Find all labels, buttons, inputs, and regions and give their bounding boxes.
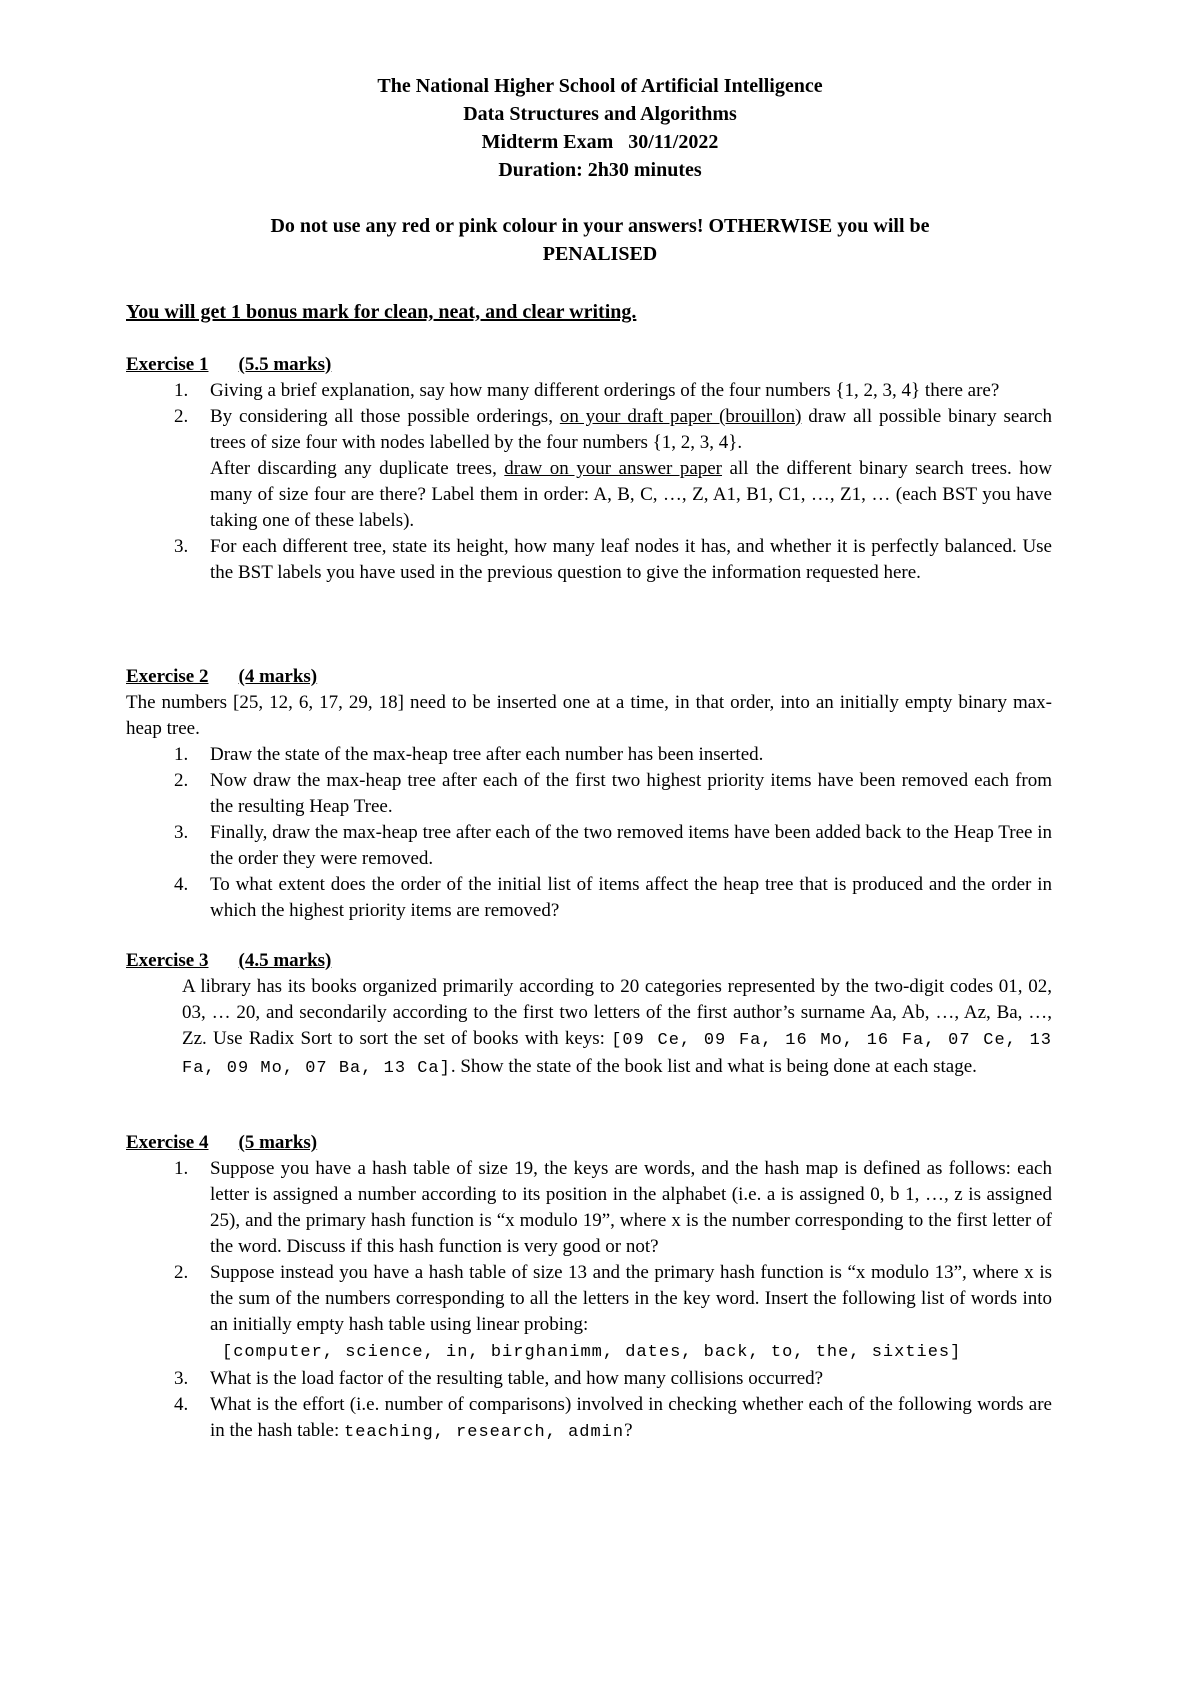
exercise-1-label: Exercise 1 <box>126 354 209 375</box>
exercise-3-text-end: . Show the state of the book list and what is being done at each stage. <box>450 1056 977 1077</box>
exercise-1-title <box>126 352 331 378</box>
exercise-2-questions <box>126 742 1052 924</box>
question-text: Now draw the max-heap tree after each of the first two highest priority items have been removed each from the resulting Heap Tree. <box>210 770 1052 817</box>
institution-name: The National Higher School of Artificial Intelligence <box>377 75 823 97</box>
colour-warning <box>160 212 1040 268</box>
question-text: Draw the state of the max-heap tree after each number has been inserted. <box>210 744 764 765</box>
exercise-3-title <box>126 948 331 974</box>
answer-paper-emphasis: draw on your answer paper <box>504 458 723 479</box>
exercise-4-question-4 <box>126 1392 1052 1446</box>
question-text-end: ? <box>624 1420 633 1441</box>
exam-duration: Duration: 2h30 minutes <box>498 159 702 181</box>
exercise-1-question-1 <box>126 378 1052 404</box>
exercise-2-question-1 <box>126 742 1052 768</box>
question-text: Suppose instead you have a hash table of size 13 and the primary hash function is “x modulo 13”, where x is the sum of the numbers corresponding to all the letters in the key word. Insert the following list of words into an initially empty hash table using linear probing: <box>210 1262 1052 1335</box>
exercise-1-question-2 <box>126 404 1052 534</box>
question-number: 3. <box>174 536 189 557</box>
exercise-2-label: Exercise 2 <box>126 666 209 687</box>
question-number: 4. <box>174 1394 189 1415</box>
question-text: Suppose you have a hash table of size 19, the keys are words, and the hash map is defined as follows: each letter is assigned a number according to its position in the alphabet (i.e. a is assigned 0, b 1, …, z is assigned 25), and the primary hash function is “x modulo 19”, where x is the number corresponding to the first letter of the word. Discuss if this hash function is very good or not? <box>210 1158 1052 1257</box>
question-text: What is the load factor of the resulting table, and how many collisions occurred? <box>210 1368 824 1389</box>
exercise-4-title <box>126 1130 317 1156</box>
exercise-3-label: Exercise 3 <box>126 950 209 971</box>
exercise-2-question-4 <box>126 872 1052 924</box>
question-number: 1. <box>174 380 189 401</box>
question-number: 3. <box>174 822 189 843</box>
exercise-4-marks: (5 marks) <box>238 1132 318 1153</box>
exercise-2-title <box>126 664 317 690</box>
question-number: 1. <box>174 744 189 765</box>
question-number: 2. <box>174 1262 189 1283</box>
exercise-3-text: A library has its books organized primarily according to 20 categories represented by the two-digit codes 01, 02, 03, … 20, and secondarily according to the first two letters of the first author’s surname Aa, Ab, …, Az, Ba, …, Zz. Use Radix Sort to sort the set of books with keys: <box>182 976 1052 1049</box>
lookup-words: teaching, research, admin <box>344 1423 625 1442</box>
exercise-1-question-3 <box>126 534 1052 586</box>
exercise-4-question-1 <box>126 1156 1052 1260</box>
question-text: For each different tree, state its height, how many leaf nodes it has, and whether it is perfectly balanced. Use the BST labels you have used in the previous question to give the information requested here. <box>210 536 1052 583</box>
question-text: After discarding any duplicate trees, <box>210 458 505 479</box>
exam-date: Midterm Exam 30/11/2022 <box>481 131 719 153</box>
course-name: Data Structures and Algorithms <box>463 103 737 125</box>
question-number: 2. <box>174 770 189 791</box>
exercise-3-body <box>182 974 1052 1082</box>
question-text: By considering all those possible orderings, <box>210 406 560 427</box>
warning-line-1: Do not use any red or pink colour in your answers! OTHERWISE you will be <box>270 215 930 237</box>
exercise-4-questions <box>126 1156 1052 1446</box>
bonus-note: You will get 1 bonus mark for clean, neat, and clear writing. <box>126 301 637 323</box>
question-text: draw all possible binary search trees of size four with nodes labelled by the four numbers {1, 2, 3, 4}. <box>210 406 1052 453</box>
exercise-4-question-3 <box>126 1366 1052 1392</box>
exercise-2-question-2 <box>126 768 1052 820</box>
exercise-2-question-3 <box>126 820 1052 872</box>
exercise-4-label: Exercise 4 <box>126 1132 209 1153</box>
exercise-2-marks: (4 marks) <box>238 666 318 687</box>
question-number: 2. <box>174 406 189 427</box>
exercise-2-intro: The numbers [25, 12, 6, 17, 29, 18] need to be inserted one at a time, in that order, into an initially empty binary max-heap tree. <box>126 692 1052 739</box>
exercise-1-marks: (5.5 marks) <box>238 354 332 375</box>
question-number: 1. <box>174 1158 189 1179</box>
question-text: Giving a brief explanation, say how many different orderings of the four numbers {1, 2, 3, 4} there are? <box>210 380 1000 401</box>
exercise-4-question-2 <box>126 1260 1052 1338</box>
question-text: To what extent does the order of the initial list of items affect the heap tree that is produced and the order in which the highest priority items are removed? <box>210 874 1052 921</box>
exercise-1-questions <box>126 378 1052 586</box>
radix-sort-keys: [09 Ce, 09 Fa, 16 Mo, 16 Fa, 07 Ce, 13 Fa, 09 Mo, 07 Ba, 13 Ca] <box>182 1031 1052 1078</box>
question-number: 3. <box>174 1368 189 1389</box>
exercise-3-marks: (4.5 marks) <box>238 950 332 971</box>
question-text: What is the effort (i.e. number of comparisons) involved in checking whether each of the following words are in the hash table: <box>210 1394 1052 1441</box>
hash-words-list: [computer, science, in, birghanimm, dates, back, to, the, sixties] <box>222 1343 962 1362</box>
exam-header <box>0 72 1200 184</box>
question-number: 4. <box>174 874 189 895</box>
warning-line-2: PENALISED <box>542 243 658 265</box>
draft-paper-emphasis: on your draft paper (brouillon) <box>559 406 802 427</box>
question-text: all the different binary search trees. how many of size four are there? Label them in order: A, B, C, …, Z, A1, B1, C1, …, Z1, … (each BST you have taking one of these labels). <box>210 458 1052 531</box>
exercise-4-word-list <box>126 1338 1052 1366</box>
question-text: Finally, draw the max-heap tree after each of the two removed items have been added back to the Heap Tree in the order they were removed. <box>210 822 1052 869</box>
